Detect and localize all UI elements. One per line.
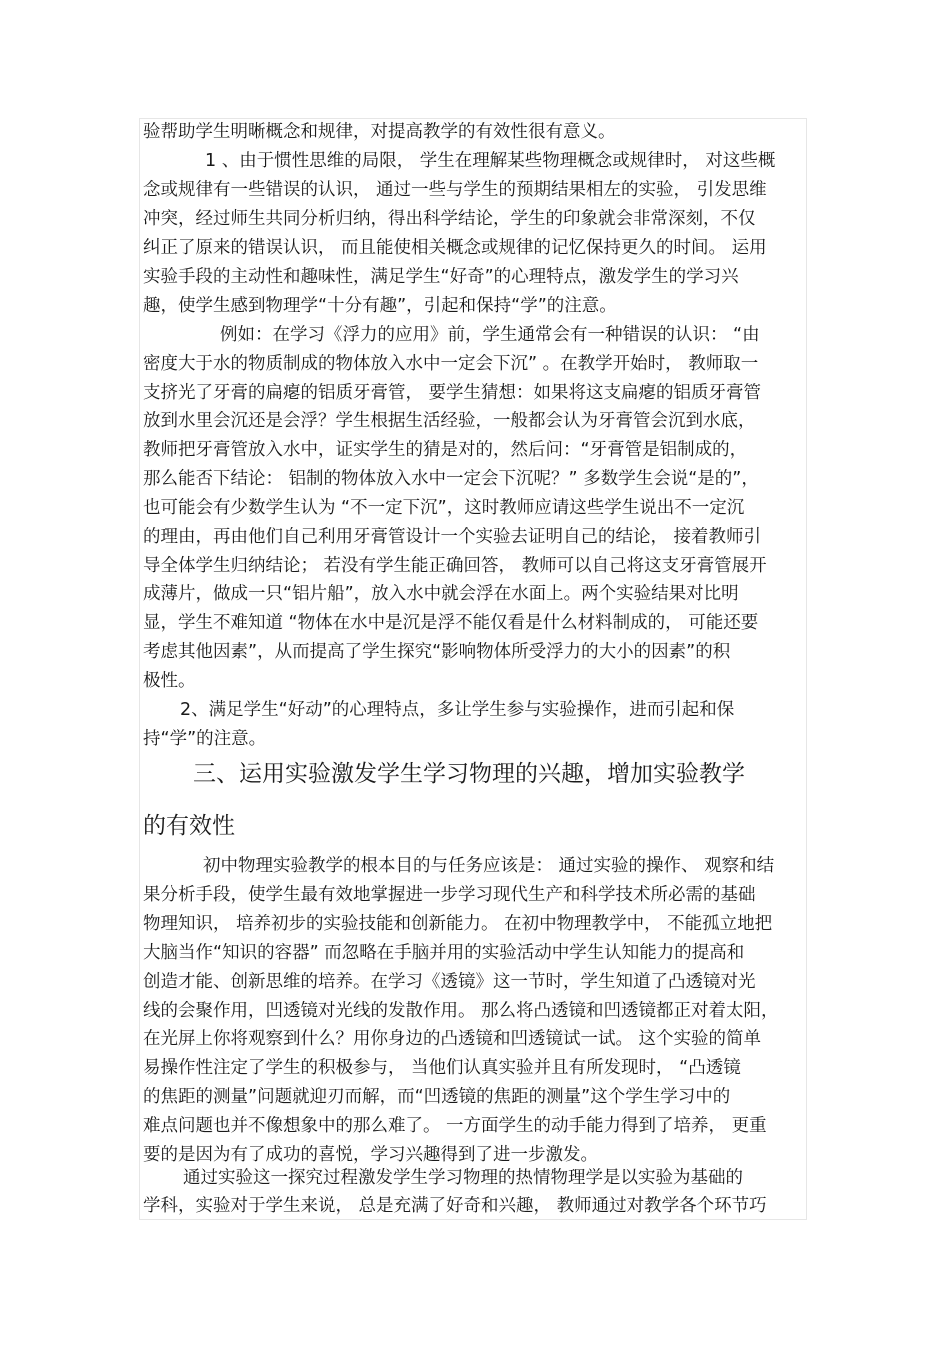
- text-line: 要的是因为有了成功的喜悦，学习兴趣得到了进一步激发。: [143, 1145, 598, 1165]
- text-line: 纠正了原来的错误认识， 而且能使相关概念或规律的记忆保持更久的时间。 运用: [143, 238, 767, 258]
- text-line: 那么能否下结论： 铝制的物体放入水中一定会下沉呢？” 多数学生会说“是的”，: [143, 469, 759, 489]
- text-line: 也可能会有少数学生认为 “不一定下沉”，这时教师应请这些学生说出不一定沉: [143, 498, 745, 518]
- text-line: 例如：在学习《浮力的应用》前，学生通常会有一种错误的认识： “由: [220, 325, 760, 345]
- text-line: 显，学生不难知道 “物体在水中是沉是浮不能仅看是什么材料制成的， 可能还要: [143, 613, 759, 633]
- text-line: 验帮助学生明晰概念和规律，对提高教学的有效性很有意义。: [143, 122, 616, 142]
- text-line: 支挤光了牙膏的扁瘪的铝质牙膏管， 要学生猜想：如果将这支扁瘪的铝质牙膏管: [143, 383, 762, 403]
- text-line: 学科，实验对于学生来说， 总是充满了好奇和兴趣， 教师通过对教学各个环节巧: [143, 1196, 767, 1216]
- text-line: 2、满足学生“好动”的心理特点，多让学生参与实验操作，进而引起和保: [180, 700, 735, 720]
- text-line: 念或规律有一些错误的认识， 通过一些与学生的预期结果相左的实验， 引发思维: [143, 180, 767, 200]
- text-line: 实验手段的主动性和趣味性，满足学生“好奇”的心理特点，激发学生的学习兴: [143, 267, 739, 287]
- text-line: 的理由，再由他们自己利用牙膏管设计一个实验去证明自己的结论， 接着教师引: [143, 527, 762, 547]
- text-line: 1 、由于惯性思维的局限， 学生在理解某些物理概念或规律时， 对这些概: [205, 151, 776, 171]
- text-line: 考虑其他因素”，从而提高了学生探究“影响物体所受浮力的大小的因素”的积: [143, 642, 731, 662]
- text-line: 教师把牙膏管放入水中，证实学生的猜是对的，然后问：“牙膏管是铝制成的，: [143, 440, 748, 460]
- text-line: 冲突，经过师生共同分析归纳，得出科学结论，学生的印象就会非常深刻，不仅: [143, 209, 756, 229]
- text-line: 持“学”的注意。: [143, 729, 267, 749]
- text-line: 创造才能、创新思维的培养。在学习《透镜》这一节时，学生知道了凸透镜对光: [143, 972, 756, 992]
- text-line: 导全体学生归纳结论； 若没有学生能正确回答， 教师可以自己将这支牙膏管展开: [143, 556, 767, 576]
- text-line: 易操作性注定了学生的积极参与， 当他们认真实验并且有所发现时， “凸透镜: [143, 1058, 741, 1078]
- text-line: 在光屏上你将观察到什么？用你身边的凸透镜和凹透镜试一试。 这个实验的简单: [143, 1029, 762, 1049]
- text-line: 通过实验这一探究过程激发学生学习物理的热情物理学是以实验为基础的: [183, 1168, 743, 1188]
- text-line: 初中物理实验教学的根本目的与任务应该是： 通过实验的操作、 观察和结: [203, 856, 775, 876]
- text-line: 果分析手段，使学生最有效地掌握进一步学习现代生产和科学技术所必需的基础: [143, 885, 756, 905]
- text-line: 物理知识， 培养初步的实验技能和创新能力。 在初中物理教学中， 不能孤立地把: [143, 914, 773, 934]
- text-line: 放到水里会沉还是会浮？学生根据生活经验，一般都会认为牙膏管会沉到水底，: [143, 411, 756, 431]
- section-heading: 三、运用实验激发学生学习物理的兴趣，增加实验教学: [193, 761, 745, 787]
- text-line: 线的会聚作用，凹透镜对光线的发散作用。 那么将凸透镜和凹透镜都正对着太阳，: [143, 1001, 779, 1021]
- text-line: 极性。: [143, 671, 196, 691]
- text-line: 大脑当作“知识的容器” 而忽略在手脑并用的实验活动中学生认知能力的提高和: [143, 943, 745, 963]
- text-line: 难点问题也并不像想象中的那么难了。 一方面学生的动手能力得到了培养， 更重: [143, 1116, 767, 1136]
- text-line: 成薄片，做成一只“铝片船”，放入水中就会浮在水面上。两个实验结果对比明: [143, 584, 739, 604]
- text-line: 的焦距的测量”问题就迎刃而解，而“凹透镜的焦距的测量”这个学生学习中的: [143, 1087, 731, 1107]
- text-line: 密度大于水的物质制成的物体放入水中一定会下沉” 。在教学开始时， 教师取一: [143, 354, 759, 374]
- section-heading-continued: 的有效性: [143, 813, 235, 839]
- text-line: 趣，使学生感到物理学“十分有趣”，引起和保持“学”的注意。: [143, 296, 617, 316]
